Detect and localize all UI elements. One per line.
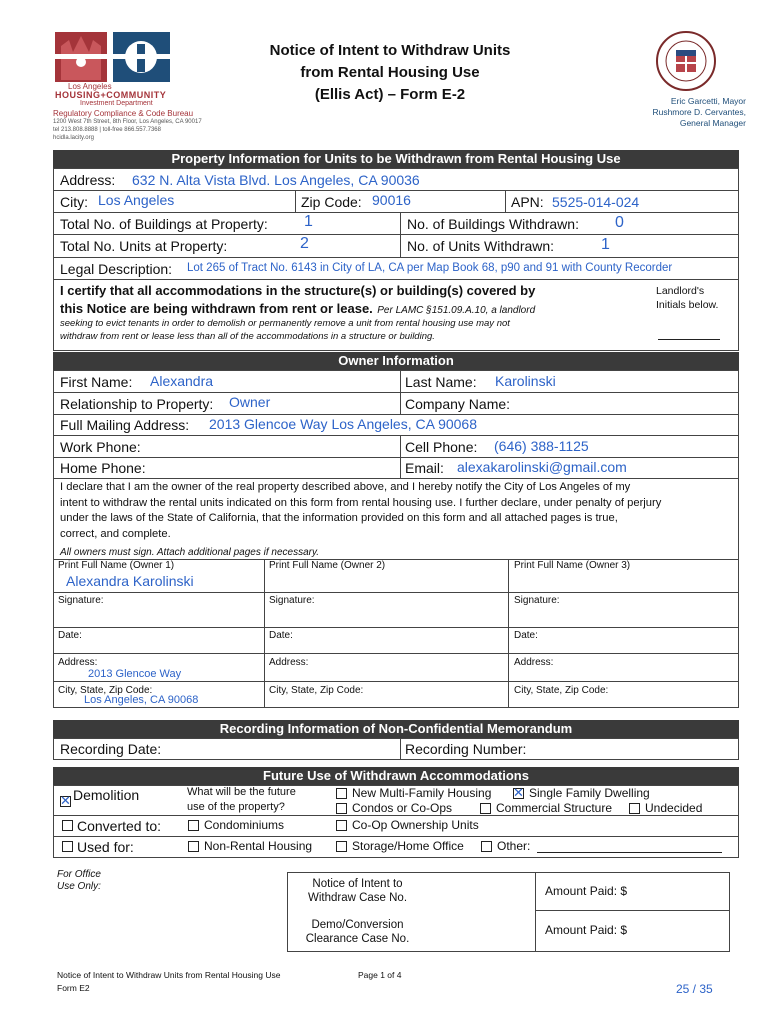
recording-section-header: Recording Information of Non-Confidential Memorandum xyxy=(53,720,739,738)
notice-case-line2: Withdraw Case No. xyxy=(307,892,408,904)
total-buildings-field[interactable]: 1 xyxy=(304,213,313,230)
single-family-checkbox[interactable] xyxy=(513,788,524,799)
mailing-address-field[interactable]: 2013 Glencoe Way Los Angeles, CA 90068 xyxy=(209,416,477,432)
demo-case-line2: Clearance Case No. xyxy=(305,933,410,945)
legal-description-field[interactable]: Lot 265 of Tract No. 6143 in City of LA, CA per Map Book 68, p90 and 91 with County Recorder xyxy=(187,262,673,274)
demolition-label: Demolition xyxy=(73,787,140,803)
owner3-address-label: Address: xyxy=(514,657,554,668)
storage-checkbox[interactable] xyxy=(336,841,347,852)
total-units-label: Total No. Units at Property: xyxy=(60,238,228,254)
city-label: City: xyxy=(60,194,88,210)
certify-line2 xyxy=(60,300,535,318)
condominiums-label: Condominiums xyxy=(204,818,285,832)
owner2-signature-label: Signature: xyxy=(269,595,315,606)
work-phone-label: Work Phone: xyxy=(60,439,141,455)
notice-case-label xyxy=(290,877,425,905)
form-title xyxy=(220,40,560,106)
form-title-line2: from Rental Housing Use xyxy=(300,64,480,81)
owner3-date-label: Date: xyxy=(514,630,538,641)
city-field[interactable]: Los Angeles xyxy=(98,192,175,208)
agency-website: hcidla.lacity.org xyxy=(53,135,94,141)
non-rental-label: Non-Rental Housing xyxy=(204,839,313,853)
relationship-label: Relationship to Property: xyxy=(60,396,214,412)
notice-case-line1: Notice of Intent to xyxy=(312,878,403,890)
single-family-label: Single Family Dwelling xyxy=(529,786,650,800)
certify-line1: I certify that all accommodations in the structure(s) or building(s) covered by xyxy=(60,283,536,298)
new-multi-family-label: New Multi-Family Housing xyxy=(352,786,492,800)
first-name-label: First Name: xyxy=(60,374,133,390)
certify-bold2: this Notice are being withdrawn from rent or lease. xyxy=(60,301,373,316)
certify-small1: Per LAMC §151.09.A.10, a landlord xyxy=(377,305,536,316)
owner2-date-label: Date: xyxy=(269,630,293,641)
agency-line1: Los Angeles xyxy=(68,82,112,91)
office-use-label1: For Office xyxy=(57,869,101,880)
owner1-date-label: Date: xyxy=(58,630,82,641)
certify-small2: seeking to evict tenants in order to demolish or permanently remove a unit from rental housing use may not xyxy=(60,318,510,329)
coop-units-checkbox[interactable] xyxy=(336,820,347,831)
form-title-line3: (Ellis Act) – Form E-2 xyxy=(314,86,466,103)
declaration-text xyxy=(60,480,661,542)
declaration-line4: correct, and complete. xyxy=(60,527,171,540)
other-checkbox[interactable] xyxy=(481,841,492,852)
mayor-name: Eric Garcetti, Mayor xyxy=(670,96,746,106)
bureau-name: Regulatory Compliance & Code Bureau xyxy=(53,109,194,118)
owner1-name-label: Print Full Name (Owner 1) xyxy=(58,560,175,571)
gm-name: Rushmore D. Cervantes, xyxy=(652,107,746,117)
future-use-question1: What will be the future xyxy=(187,786,296,798)
agency-line2: HOUSING+COMMUNITY xyxy=(55,90,167,100)
owner3-csz-label: City, State, Zip Code: xyxy=(514,685,609,696)
certify-small3: withdraw from rent or lease less than all of the accommodations in a structure or building. xyxy=(60,331,435,342)
used-for-checkbox[interactable] xyxy=(62,841,73,852)
cell-phone-label: Cell Phone: xyxy=(405,439,478,455)
converted-to-label: Converted to: xyxy=(77,818,162,834)
hcidla-logo xyxy=(55,32,170,82)
owner-section-header: Owner Information xyxy=(53,352,739,370)
footer-form-code: Form E2 xyxy=(57,983,90,993)
commercial-label: Commercial Structure xyxy=(496,801,613,815)
apn-label: APN: xyxy=(511,194,544,210)
owner3-signature-label: Signature: xyxy=(514,595,560,606)
email-field[interactable]: alexakarolinski@gmail.com xyxy=(457,459,627,475)
officials-block xyxy=(652,96,746,129)
demolition-checkbox[interactable] xyxy=(60,796,71,807)
units-withdrawn-field[interactable]: 1 xyxy=(601,236,610,253)
footer-form-title: Notice of Intent to Withdraw Units from Rental Housing Use xyxy=(57,970,281,980)
owner1-address-field[interactable]: 2013 Glencoe Way xyxy=(88,668,182,680)
owner2-address-label: Address: xyxy=(269,657,309,668)
declaration-line1: I declare that I am the owner of the real property described above, and I hereby notify the City of Los Angeles of my xyxy=(60,481,631,493)
new-multi-family-checkbox[interactable] xyxy=(336,788,347,799)
future-use-section-header: Future Use of Withdrawn Accommodations xyxy=(53,767,739,785)
demo-case-label xyxy=(290,918,425,946)
used-for-label: Used for: xyxy=(77,839,134,855)
other-field[interactable] xyxy=(537,852,722,853)
legal-description-label: Legal Description: xyxy=(60,261,173,277)
cell-phone-field[interactable]: (646) 388-1125 xyxy=(494,438,589,454)
last-name-label: Last Name: xyxy=(405,374,477,390)
city-seal-icon xyxy=(655,30,717,92)
initials-label2: Initials below. xyxy=(656,299,719,311)
first-name-field[interactable]: Alexandra xyxy=(150,373,214,389)
future-use-question2: use of the property? xyxy=(187,801,285,813)
owner2-csz-label: City, State, Zip Code: xyxy=(269,685,364,696)
pdf-page-indicator: 25 / 35 xyxy=(676,982,713,996)
must-sign-note: All owners must sign. Attach additional pages if necessary. xyxy=(60,547,320,558)
property-section-header: Property Information for Units to be Withdrawn from Rental Housing Use xyxy=(53,150,739,168)
units-withdrawn-label: No. of Units Withdrawn: xyxy=(407,238,555,254)
owner1-name-field[interactable]: Alexandra Karolinski xyxy=(66,573,194,589)
owner2-name-label: Print Full Name (Owner 2) xyxy=(269,560,386,571)
email-label: Email: xyxy=(405,460,444,476)
office-use-label2: Use Only: xyxy=(57,881,101,892)
demo-case-line1: Demo/Conversion xyxy=(311,919,404,931)
home-phone-label: Home Phone: xyxy=(60,460,146,476)
condos-coops-checkbox[interactable] xyxy=(336,803,347,814)
undecided-checkbox[interactable] xyxy=(629,803,640,814)
initials-label1: Landlord's xyxy=(656,285,705,297)
agency-phone: tel 213.808.8888 | toll-free 866.557.7368 xyxy=(53,127,161,133)
recording-number-label: Recording Number: xyxy=(405,741,527,757)
total-units-field[interactable]: 2 xyxy=(300,235,309,252)
owner1-signature-label: Signature: xyxy=(58,595,104,606)
amount-paid-label-2: Amount Paid: $ xyxy=(545,923,628,937)
total-buildings-label: Total No. of Buildings at Property: xyxy=(60,216,268,232)
zip-label: Zip Code: xyxy=(301,194,362,210)
last-name-field[interactable]: Karolinski xyxy=(495,373,556,389)
condos-coops-label: Condos or Co-Ops xyxy=(352,801,453,815)
company-label: Company Name: xyxy=(405,396,511,412)
initials-field[interactable] xyxy=(658,339,720,340)
owner1-csz-label: City, State, Zip Code: xyxy=(58,685,153,696)
recording-date-label: Recording Date: xyxy=(60,741,162,757)
non-rental-checkbox[interactable] xyxy=(188,841,199,852)
buildings-withdrawn-field[interactable]: 0 xyxy=(615,214,624,231)
owner1-csz-field[interactable]: Los Angeles, CA 90068 xyxy=(84,694,199,706)
zip-field[interactable]: 90016 xyxy=(372,192,411,208)
relationship-field[interactable]: Owner xyxy=(229,394,271,410)
buildings-withdrawn-label: No. of Buildings Withdrawn: xyxy=(407,216,579,232)
agency-address: 1200 West 7th Street, 8th Floor, Los Angeles, CA 90017 xyxy=(53,119,202,125)
apn-field[interactable]: 5525-014-024 xyxy=(552,194,640,210)
agency-line3: Investment Department xyxy=(80,100,153,107)
undecided-label: Undecided xyxy=(645,801,703,815)
mailing-address-label: Full Mailing Address: xyxy=(60,417,190,433)
declaration-line2: intent to withdraw the rental units indicated on this form from rental housing use. I further declare, under penalty of perjury xyxy=(60,496,662,509)
amount-paid-label-1: Amount Paid: $ xyxy=(545,884,628,898)
owner1-address-label: Address: xyxy=(58,657,98,668)
commercial-checkbox[interactable] xyxy=(480,803,491,814)
form-title-line1: Notice of Intent to Withdraw Units xyxy=(269,42,511,59)
declaration-line3: under the laws of the State of California, that the information provided on this form and all attached pages is true, xyxy=(60,512,618,524)
address-label: Address: xyxy=(60,172,116,188)
address-field[interactable]: 632 N. Alta Vista Blvd. Los Angeles, CA 90036 xyxy=(132,172,420,188)
coop-units-label: Co-Op Ownership Units xyxy=(352,818,479,832)
gm-title: General Manager xyxy=(679,118,746,128)
other-label: Other: xyxy=(497,839,531,853)
condominiums-checkbox[interactable] xyxy=(188,820,199,831)
footer-page-number: Page 1 of 4 xyxy=(358,970,402,980)
owner3-name-label: Print Full Name (Owner 3) xyxy=(514,560,631,571)
storage-label: Storage/Home Office xyxy=(352,839,464,853)
converted-to-checkbox[interactable] xyxy=(62,820,73,831)
